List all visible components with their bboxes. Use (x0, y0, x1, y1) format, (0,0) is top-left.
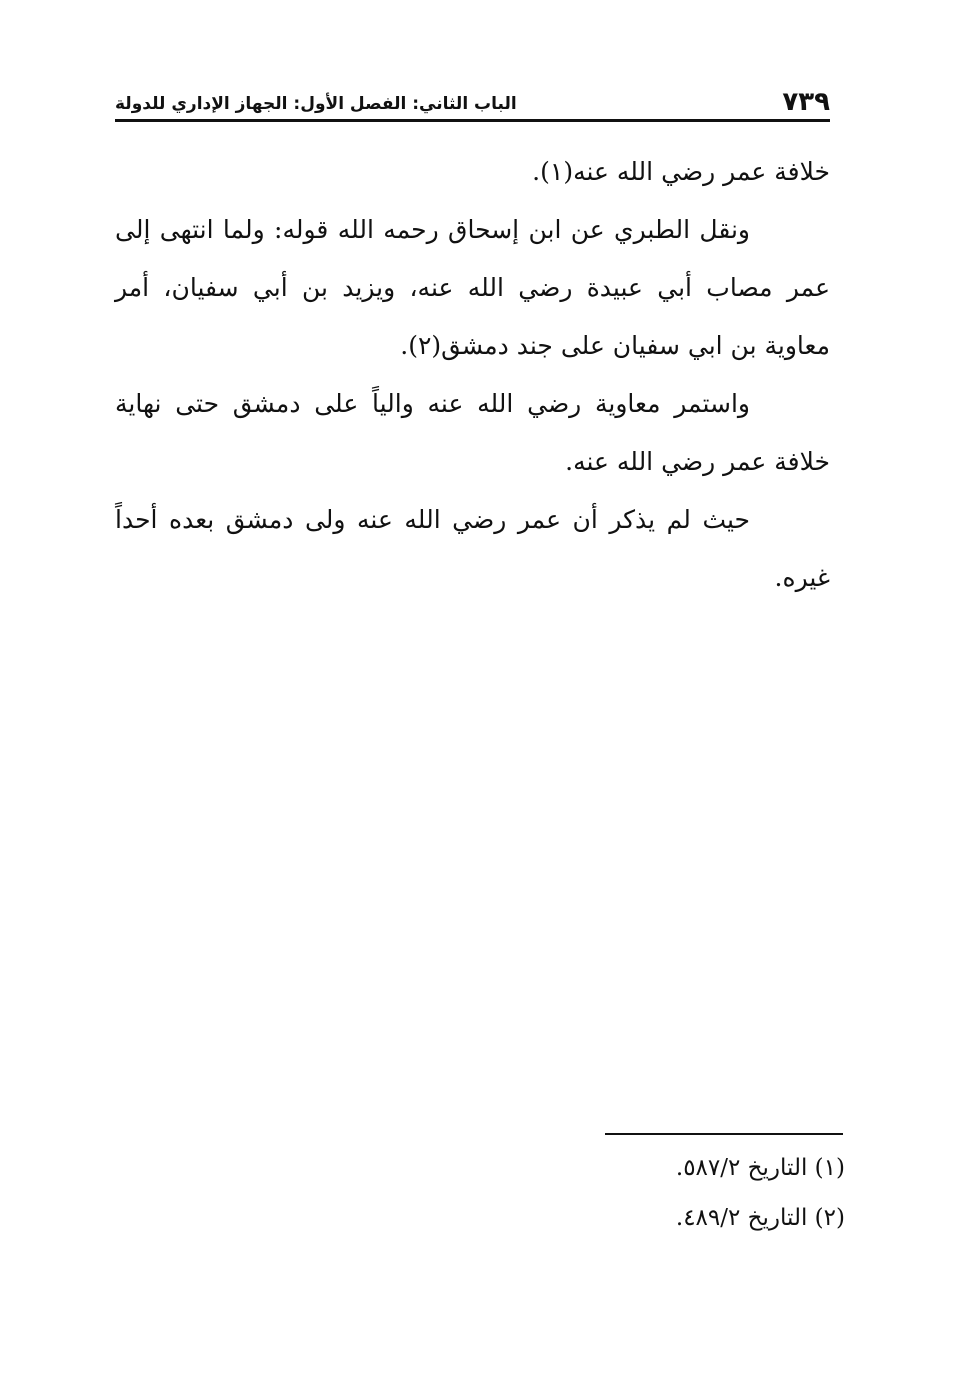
paragraph: واستمر معاوية رضي الله عنه والياً على دمشق حتى نهاية خلافة عمر رضي الله عنه. (115, 389, 830, 476)
paragraph: خلافة عمر رضي الله عنه(١). (532, 157, 830, 186)
header-rule (115, 119, 830, 122)
page-header (115, 82, 830, 118)
body-text (115, 143, 830, 607)
footnotes (560, 1143, 845, 1243)
paragraph: حيث لم يذكر أن عمر رضي الله عنه ولى دمشق بعده أحداً غيره. (115, 505, 830, 592)
page-number: ٧٣٩ (782, 87, 830, 117)
running-head: الباب الثاني: الفصل الأول: الجهاز الإداري للدولة (115, 94, 517, 114)
footnote: (١) التاريخ ٥٨٧/٢. (675, 1155, 845, 1181)
footnote: (٢) التاريخ ٤٨٩/٢. (675, 1205, 845, 1231)
footnote-rule (605, 1133, 843, 1135)
paragraph: ونقل الطبري عن ابن إسحاق رحمه الله قوله: ولما انتهى إلى عمر مصاب أبي عبيدة رضي الله عنه، ويزيد بن أبي سفيان، أمر معاوية بن ابي سفيان على جند دمشق(٢). (115, 215, 830, 360)
